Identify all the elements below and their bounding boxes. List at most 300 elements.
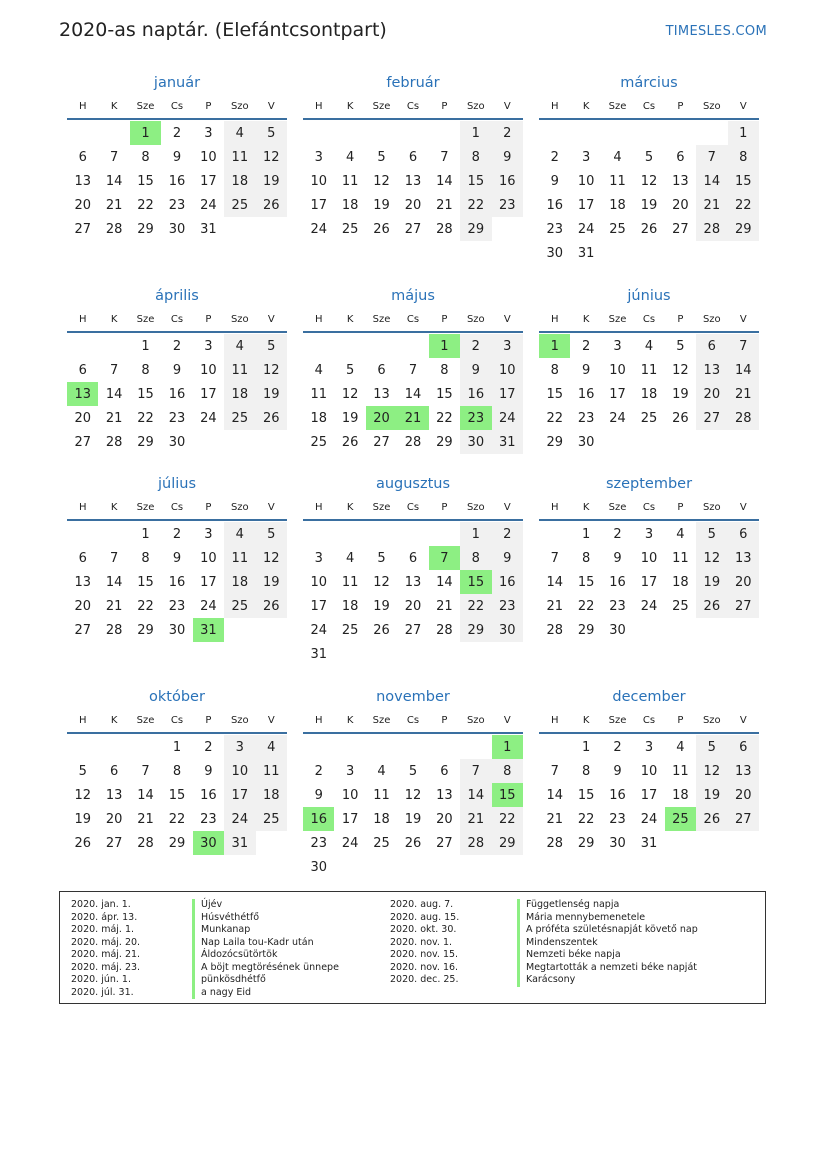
day-cell: 23	[492, 594, 523, 618]
day-cell: 13	[74, 574, 91, 590]
month-name: május	[391, 288, 435, 304]
weekday-label: H	[550, 313, 559, 325]
day-cell: 9	[460, 358, 491, 382]
holiday-day-cell: 15	[492, 783, 523, 807]
day-cell: 12	[672, 362, 689, 378]
day-cell: 5	[377, 550, 386, 566]
holiday-day-cell: 15	[460, 570, 491, 594]
day-cell: 19	[696, 570, 727, 594]
weekday-label: Sze	[608, 501, 627, 513]
day-cell: 17	[492, 382, 523, 406]
day-cell: 19	[256, 570, 287, 594]
day-cell: 3	[345, 763, 355, 779]
legend-holiday-name: Újév	[192, 899, 339, 912]
day-cell: 29	[577, 622, 595, 638]
legend-date: 2020. jan. 1.	[71, 899, 131, 910]
month-name: szeptember	[605, 476, 693, 492]
weekday-header	[67, 94, 287, 120]
day-cell: 9	[172, 550, 182, 566]
day-cell: 18	[373, 811, 390, 827]
day-grid	[539, 735, 759, 855]
day-cell: 27	[105, 835, 123, 851]
day-cell: 6	[728, 522, 759, 546]
weekday-label: Cs	[406, 501, 420, 513]
day-cell: 6	[440, 763, 449, 779]
day-cell: 18	[672, 574, 689, 590]
day-cell: 20	[74, 197, 91, 213]
weekday-header	[303, 307, 523, 333]
day-cell: 26	[404, 835, 422, 851]
day-cell: 26	[256, 406, 287, 430]
day-cell: 14	[728, 358, 759, 382]
weekday-label: Sze	[136, 501, 155, 513]
day-cell: 18	[224, 169, 255, 193]
day-cell: 17	[609, 386, 626, 402]
day-cell: 27	[74, 221, 91, 237]
day-cell: 21	[728, 382, 759, 406]
day-cell: 30	[168, 622, 186, 638]
day-cell: 26	[74, 835, 91, 851]
day-cell: 29	[137, 221, 154, 237]
weekday-label: P	[677, 714, 684, 726]
day-cell: 5	[644, 149, 654, 165]
day-cell: 31	[577, 245, 595, 261]
day-cell: 16	[609, 787, 626, 803]
day-cell: 15	[460, 169, 491, 193]
day-cell: 7	[440, 149, 449, 165]
weekday-label: Szo	[702, 313, 721, 325]
day-cell: 13	[404, 173, 422, 189]
legend-date: 2020. máj. 20.	[71, 936, 141, 948]
day-cell: 28	[728, 406, 759, 430]
day-cell: 24	[310, 622, 327, 638]
legend-date: 2020. máj. 23.	[71, 961, 141, 973]
day-cell: 31	[200, 221, 217, 237]
day-cell: 21	[436, 197, 453, 213]
day-cell: 14	[105, 574, 123, 590]
site-link[interactable]: TIMESLES.COM	[665, 24, 767, 39]
day-cell: 29	[137, 622, 154, 638]
day-cell: 22	[728, 193, 759, 217]
day-cell: 23	[168, 410, 186, 426]
weekday-label: V	[267, 100, 275, 112]
day-cell: 18	[640, 386, 658, 402]
weekday-label: Cs	[642, 714, 656, 726]
day-cell: 1	[460, 121, 491, 145]
day-cell: 11	[373, 787, 390, 803]
day-cell: 12	[373, 574, 390, 590]
holiday-day-cell: 1	[539, 334, 570, 358]
day-cell: 12	[256, 546, 287, 570]
day-cell: 23	[609, 598, 626, 614]
day-cell: 4	[644, 338, 654, 354]
day-cell: 23	[609, 811, 626, 827]
day-cell: 27	[696, 406, 727, 430]
legend-holiday-name: a nagy Eid	[192, 987, 339, 1000]
day-cell: 25	[609, 221, 626, 237]
day-cell: 31	[492, 430, 523, 454]
day-cell: 1	[460, 522, 491, 546]
day-cell: 8	[728, 145, 759, 169]
day-cell: 9	[613, 763, 622, 779]
day-cell: 16	[492, 570, 523, 594]
day-cell: 27	[74, 434, 91, 450]
legend-date: 2020. okt. 30.	[390, 924, 457, 935]
day-cell: 2	[550, 149, 559, 165]
month-block	[303, 473, 523, 666]
day-cell: 18	[224, 382, 255, 406]
day-cell: 19	[640, 197, 658, 213]
day-cell: 20	[105, 811, 123, 827]
day-cell: 25	[256, 807, 287, 831]
day-cell: 17	[200, 386, 217, 402]
day-cell: 26	[373, 622, 390, 638]
day-cell: 1	[728, 121, 759, 145]
weekday-label: Sze	[136, 313, 155, 325]
day-cell: 29	[577, 835, 595, 851]
day-cell: 30	[609, 835, 626, 851]
day-cell: 13	[728, 546, 759, 570]
day-cell: 27	[672, 221, 689, 237]
day-cell: 7	[109, 149, 119, 165]
day-cell: 27	[728, 807, 759, 831]
day-cell: 27	[74, 622, 91, 638]
day-cell: 18	[341, 197, 359, 213]
weekday-label: H	[550, 100, 559, 112]
legend-holiday-name: A próféta születésnapját követő nap	[517, 924, 698, 937]
day-cell: 31	[224, 831, 255, 855]
weekday-label: Szo	[702, 501, 721, 513]
day-cell: 24	[577, 221, 595, 237]
weekday-label: P	[441, 100, 448, 112]
weekday-label: Sze	[372, 501, 391, 513]
weekday-label: P	[205, 501, 212, 513]
weekday-header	[539, 495, 759, 521]
day-cell: 30	[609, 622, 626, 638]
day-cell: 30	[310, 859, 327, 875]
weekday-label: Sze	[608, 313, 627, 325]
day-cell: 10	[310, 173, 327, 189]
weekday-label: K	[110, 501, 118, 513]
weekday-label: Cs	[642, 501, 656, 513]
day-cell: 12	[404, 787, 422, 803]
day-cell: 18	[672, 787, 689, 803]
weekday-label: V	[739, 100, 747, 112]
day-cell: 29	[137, 434, 154, 450]
day-cell: 27	[404, 221, 422, 237]
day-cell: 12	[373, 173, 390, 189]
day-cell: 21	[105, 410, 123, 426]
day-cell: 22	[577, 598, 595, 614]
day-cell: 9	[492, 546, 523, 570]
day-cell: 30	[546, 245, 563, 261]
weekday-label: Sze	[372, 714, 391, 726]
month-block	[67, 473, 287, 642]
day-cell: 21	[546, 811, 563, 827]
day-cell: 22	[577, 811, 595, 827]
day-cell: 23	[200, 811, 217, 827]
legend-date: 2020. máj. 1.	[71, 924, 135, 935]
day-cell: 23	[546, 221, 563, 237]
month-name: november	[376, 689, 450, 705]
day-cell: 24	[310, 221, 327, 237]
day-grid	[539, 334, 759, 454]
weekday-label: H	[78, 100, 87, 112]
day-cell: 13	[105, 787, 123, 803]
day-cell: 28	[105, 622, 123, 638]
month-block	[539, 72, 759, 265]
day-cell: 9	[492, 145, 523, 169]
weekday-header	[539, 307, 759, 333]
weekday-label: V	[739, 313, 747, 325]
weekday-label: Cs	[406, 100, 420, 112]
day-cell: 28	[137, 835, 154, 851]
holiday-day-cell: 7	[429, 546, 460, 570]
weekday-label: H	[78, 714, 87, 726]
day-cell: 13	[672, 173, 689, 189]
weekday-label: Cs	[406, 714, 420, 726]
day-cell: 27	[436, 835, 453, 851]
weekday-label: Szo	[466, 501, 485, 513]
day-cell: 9	[581, 362, 591, 378]
weekday-label: H	[314, 100, 323, 112]
day-cell: 20	[74, 598, 91, 614]
day-cell: 10	[310, 574, 327, 590]
month-name: december	[612, 689, 686, 705]
day-cell: 19	[256, 382, 287, 406]
day-cell: 28	[436, 221, 453, 237]
legend-dates-left	[71, 899, 140, 999]
weekday-label: Szo	[230, 313, 249, 325]
day-cell: 21	[546, 598, 563, 614]
legend-names-right	[517, 899, 698, 987]
day-cell: 3	[204, 125, 213, 141]
day-cell: 9	[550, 173, 559, 189]
day-cell: 18	[224, 570, 255, 594]
day-cell: 2	[204, 739, 213, 755]
weekday-label: H	[550, 714, 559, 726]
weekday-header	[67, 495, 287, 521]
legend-holiday-name: Nemzeti béke napja	[517, 949, 698, 962]
day-cell: 16	[546, 197, 563, 213]
legend-names-left	[192, 899, 339, 999]
weekday-label: V	[739, 714, 747, 726]
day-cell: 9	[204, 763, 213, 779]
day-cell: 23	[168, 197, 186, 213]
day-cell: 25	[310, 434, 327, 450]
day-cell: 20	[404, 598, 422, 614]
weekday-header	[67, 307, 287, 333]
day-cell: 2	[172, 125, 182, 141]
day-cell: 29	[728, 217, 759, 241]
weekday-label: H	[78, 501, 87, 513]
day-cell: 25	[224, 406, 255, 430]
day-cell: 12	[256, 145, 287, 169]
weekday-header	[303, 708, 523, 734]
day-cell: 15	[546, 386, 563, 402]
weekday-label: P	[677, 100, 684, 112]
weekday-label: V	[267, 714, 275, 726]
day-cell: 20	[696, 382, 727, 406]
day-grid	[67, 121, 287, 241]
day-cell: 6	[109, 763, 119, 779]
day-cell: 17	[577, 197, 595, 213]
day-grid	[539, 121, 759, 265]
weekday-label: P	[205, 313, 212, 325]
day-grid	[67, 334, 287, 454]
day-cell: 21	[696, 193, 727, 217]
day-cell: 7	[550, 550, 559, 566]
day-cell: 28	[546, 622, 563, 638]
day-cell: 18	[310, 410, 327, 426]
day-cell: 15	[728, 169, 759, 193]
day-cell: 3	[314, 149, 323, 165]
weekday-label: Cs	[406, 313, 420, 325]
day-cell: 12	[696, 546, 727, 570]
weekday-label: P	[441, 313, 448, 325]
day-cell: 15	[577, 574, 595, 590]
day-cell: 22	[137, 410, 154, 426]
day-cell: 19	[256, 169, 287, 193]
weekday-label: H	[314, 714, 323, 726]
day-cell: 9	[613, 550, 622, 566]
day-cell: 21	[137, 811, 154, 827]
day-cell: 19	[74, 811, 91, 827]
day-cell: 29	[460, 217, 491, 241]
weekday-label: Cs	[170, 313, 184, 325]
weekday-label: Sze	[608, 714, 627, 726]
day-cell: 8	[460, 145, 491, 169]
day-cell: 15	[137, 173, 154, 189]
day-cell: 8	[492, 759, 523, 783]
day-cell: 2	[492, 121, 523, 145]
weekday-label: Cs	[170, 714, 184, 726]
day-cell: 7	[460, 759, 491, 783]
day-cell: 3	[644, 739, 654, 755]
day-cell: 31	[640, 835, 658, 851]
day-cell: 26	[696, 807, 727, 831]
day-cell: 7	[728, 334, 759, 358]
weekday-label: K	[110, 714, 118, 726]
month-block	[303, 285, 523, 454]
day-cell: 7	[550, 763, 559, 779]
weekday-label: K	[346, 714, 354, 726]
holiday-day-cell: 21	[397, 406, 428, 430]
weekday-label: P	[677, 501, 684, 513]
day-cell: 1	[172, 739, 182, 755]
weekday-label: Szo	[230, 714, 249, 726]
holiday-day-cell: 1	[429, 334, 460, 358]
month-name: június	[627, 288, 671, 304]
day-cell: 13	[74, 173, 91, 189]
day-cell: 28	[105, 221, 123, 237]
day-cell: 6	[78, 550, 87, 566]
day-cell: 30	[168, 434, 186, 450]
day-cell: 22	[436, 410, 453, 426]
day-cell: 17	[341, 811, 359, 827]
day-cell: 7	[696, 145, 727, 169]
day-cell: 4	[345, 550, 355, 566]
day-cell: 15	[168, 787, 186, 803]
day-cell: 13	[436, 787, 453, 803]
day-cell: 20	[672, 197, 689, 213]
month-name: augusztus	[375, 476, 451, 492]
day-cell: 17	[640, 574, 658, 590]
day-cell: 22	[460, 594, 491, 618]
day-cell: 23	[492, 193, 523, 217]
month-name: április	[155, 288, 199, 304]
day-cell: 26	[696, 594, 727, 618]
weekday-label: H	[314, 313, 323, 325]
day-cell: 5	[345, 362, 355, 378]
day-cell: 3	[204, 526, 213, 542]
day-cell: 13	[728, 759, 759, 783]
day-cell: 19	[672, 386, 689, 402]
day-cell: 25	[640, 410, 658, 426]
day-cell: 7	[408, 362, 418, 378]
weekday-label: Cs	[170, 501, 184, 513]
day-cell: 16	[168, 386, 186, 402]
day-cell: 11	[672, 763, 689, 779]
day-cell: 11	[224, 358, 255, 382]
day-cell: 15	[137, 574, 154, 590]
weekday-label: Szo	[702, 714, 721, 726]
day-cell: 18	[609, 197, 626, 213]
day-cell: 17	[640, 787, 658, 803]
legend-holiday-name: Húsvéthétfő	[192, 912, 339, 925]
month-block	[539, 473, 759, 642]
day-cell: 2	[172, 526, 182, 542]
day-cell: 21	[460, 807, 491, 831]
month-name: július	[157, 476, 197, 492]
day-cell: 10	[341, 787, 359, 803]
day-cell: 26	[256, 594, 287, 618]
legend-holiday-name: Munkanap	[192, 924, 339, 937]
day-cell: 16	[492, 169, 523, 193]
weekday-label: Szo	[230, 100, 249, 112]
weekday-label: K	[346, 100, 354, 112]
weekday-label: P	[441, 714, 448, 726]
weekday-label: K	[346, 501, 354, 513]
day-cell: 4	[224, 334, 255, 358]
day-cell: 12	[696, 759, 727, 783]
day-cell: 29	[168, 835, 186, 851]
day-cell: 5	[408, 763, 418, 779]
day-cell: 6	[377, 362, 386, 378]
day-cell: 14	[546, 787, 563, 803]
day-cell: 5	[78, 763, 87, 779]
day-cell: 9	[314, 787, 323, 803]
day-cell: 11	[672, 550, 689, 566]
day-cell: 11	[609, 173, 626, 189]
legend-date: 2020. júl. 31.	[71, 986, 134, 998]
day-cell: 30	[460, 430, 491, 454]
weekday-label: K	[582, 501, 590, 513]
day-cell: 19	[404, 811, 422, 827]
legend-holiday-name: A böjt megtörésének ünnepe	[192, 962, 339, 975]
day-cell: 4	[224, 121, 255, 145]
month-name: október	[149, 689, 205, 705]
month-name: február	[386, 75, 440, 91]
day-cell: 28	[436, 622, 453, 638]
day-cell: 20	[74, 410, 91, 426]
weekday-label: P	[205, 100, 212, 112]
day-cell: 30	[577, 434, 595, 450]
day-cell: 14	[436, 574, 453, 590]
month-block	[67, 72, 287, 241]
weekday-label: V	[267, 501, 275, 513]
weekday-label: Szo	[466, 100, 485, 112]
